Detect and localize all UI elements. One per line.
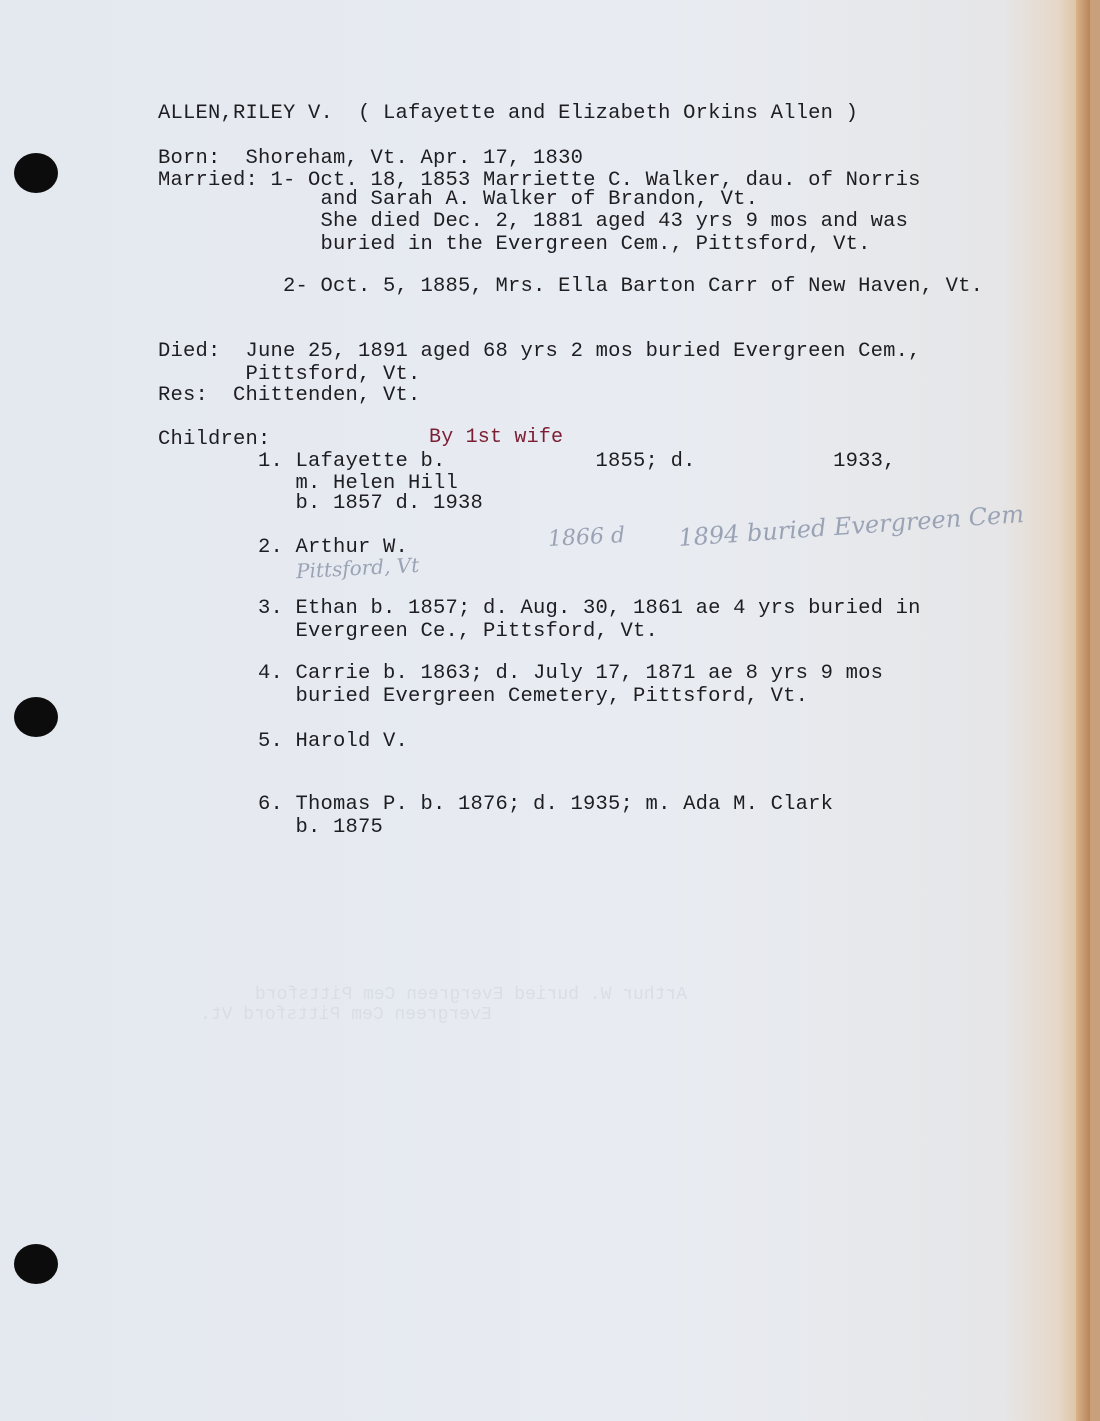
child-4-line-2: buried Evergreen Cemetery, Pittsford, Vt.: [258, 685, 809, 708]
child-6-line-1: 6. Thomas P. b. 1876; d. 1935; m. Ada M. Clark: [258, 793, 834, 816]
married-line-5: 2- Oct. 5, 1885, Mrs. Ella Barton Carr of New Haven, Vt.: [158, 275, 984, 298]
punch-hole-top: [14, 153, 58, 193]
child-2-handwritten-place: Pittsford, Vt: [295, 552, 420, 584]
child-1-line-1: 1. Lafayette b. 1855; d. 1933,: [258, 450, 896, 473]
married-line-2: and Sarah A. Walker of Brandon, Vt.: [158, 188, 759, 211]
first-wife-annotation: By 1st wife: [429, 426, 564, 449]
punch-hole-bottom: [14, 1244, 58, 1284]
punch-hole-middle: [14, 697, 58, 737]
died-line-1: Died: June 25, 1891 aged 68 yrs 2 mos buried Evergreen Cem.,: [158, 340, 921, 363]
child-3-line-2: Evergreen Ce., Pittsford, Vt.: [258, 620, 659, 643]
child-2-handwritten-burial: 1894 buried Evergreen Cem: [677, 499, 1025, 553]
bleed-through-line-2: Evergreen Cem Pittsford Vt.: [200, 1005, 492, 1025]
child-3-line-1: 3. Ethan b. 1857; d. Aug. 30, 1861 ae 4 yrs buried in: [258, 597, 921, 620]
married-line-4: buried in the Evergreen Cem., Pittsford, Vt.: [158, 233, 871, 256]
child-1-line-3: b. 1857 d. 1938: [258, 492, 484, 515]
page-edge: [1076, 0, 1090, 1421]
born-line: Born: Shoreham, Vt. Apr. 17, 1830: [158, 147, 584, 170]
child-1-line-2: m. Helen Hill: [258, 472, 459, 495]
died-line-2: Pittsford, Vt.: [158, 363, 421, 386]
bleed-through-line-1: Arthur W. buried Evergreen Cem Pittsford: [255, 985, 688, 1005]
child-4-line-1: 4. Carrie b. 1863; d. July 17, 1871 ae 8 yrs 9 mos: [258, 662, 884, 685]
child-2-line-1: 2. Arthur W.: [258, 536, 409, 559]
child-6-line-2: b. 1875: [258, 816, 384, 839]
married-line-1: Married: 1- Oct. 18, 1853 Marriette C. Walker, dau. of Norris: [158, 169, 921, 192]
header-line: ALLEN,RILEY V. ( Lafayette and Elizabeth Orkins Allen ): [158, 102, 859, 125]
children-heading: Children:: [158, 428, 271, 451]
res-line: Res: Chittenden, Vt.: [158, 384, 421, 407]
child-2-handwritten-years: 1866 d: [547, 523, 626, 552]
child-5-line-1: 5. Harold V.: [258, 730, 409, 753]
married-line-3: She died Dec. 2, 1881 aged 43 yrs 9 mos and was: [158, 210, 909, 233]
